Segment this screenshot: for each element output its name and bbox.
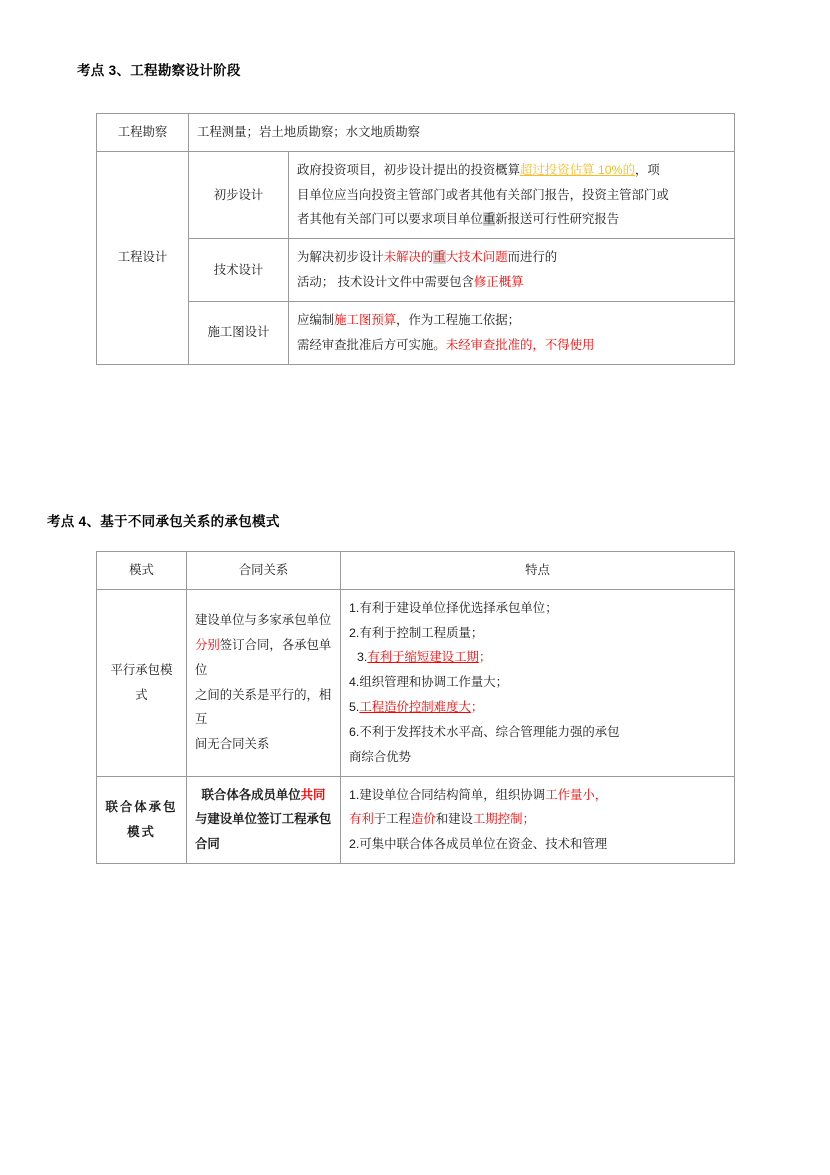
content-line [297,308,726,333]
feature-number: 3. [357,650,368,665]
feature-number: 5. [349,700,360,715]
feature-text: 商综合优势 [349,749,411,764]
cell-technical-content [289,239,735,302]
cell-consortium-mode: 联合体承包模式 [97,776,187,863]
cell-survey-label: 工程勘察 [97,114,189,152]
text-run: 活动； 技术设计文件中需要包含 [297,275,474,290]
content-line [195,633,332,683]
header-features: 特点 [341,552,735,590]
header-contract: 合同关系 [187,552,341,590]
text-run-red: 未经审查批准的，不得使用 [445,337,595,352]
table-row [97,776,735,863]
section-heading-kaodian-3: 考点 3、工程勘察设计阶段 [77,63,241,78]
content-line [349,783,726,808]
content-line [195,783,332,808]
cell-consortium-features [341,776,735,863]
text-run: 新报送可行性研究报告 [495,212,620,227]
content-line: 合同 [195,837,220,852]
text-run: 为解决初步设计 [297,250,384,265]
cell-parallel-mode: 平行承包模式 [97,589,187,776]
content-line: 之间的关系是平行的，相互 [195,687,332,727]
content-line [297,207,726,232]
table-header-row [97,552,735,590]
content-line [297,245,726,270]
feature-item [349,645,726,670]
cell-survey-content: 工程测量；岩土地质勘察；水文地质勘察 [189,114,735,152]
cell-parallel-features [341,589,735,776]
cell-preliminary-content [289,151,735,238]
feature-text-tail: ； [470,700,484,715]
header-mode: 模式 [97,552,187,590]
text-run-red: 施工图预算 [334,312,397,327]
text-run-red: 大技术问题 [445,250,508,265]
highlight-gray-run: 重 [482,212,496,227]
content-line: 目单位应当向投资主管部门或者其他有关部门报告，投资主管部门或 [297,187,669,202]
feature-text: 有利于缩短建设工期 [367,650,479,665]
cell-technical-label: 技术设计 [189,239,289,302]
table-row [97,301,735,364]
text-run-red: 工期控制； [472,812,535,827]
text-run: 应编制 [297,312,335,327]
section-heading-kaodian-4: 考点 4、基于不同承包关系的承包模式 [47,514,280,529]
text-run: 者其他有关部门可以要求项目单位 [297,212,483,227]
text-run: 而进行的 [507,250,558,265]
text-run: ，项 [635,162,660,177]
text-run: 于工程 [373,812,411,827]
cell-parallel-contract [187,589,341,776]
content-line [297,270,726,295]
feature-text: 不利于发挥技术水平高、综合管理能力强的承包 [359,724,620,739]
highlight-gray-run: 重 [433,250,446,265]
text-run: 2. [349,837,360,852]
table-row [97,589,735,776]
feature-item [349,621,726,646]
feature-text: 工程造价控制难度大 [359,700,471,715]
table-row [97,151,735,238]
content-line [349,807,726,832]
text-run-red: 修正概算 [473,275,524,290]
text-run: 和建设 [435,812,473,827]
cell-preliminary-label: 初步设计 [189,151,289,238]
feature-item [349,670,726,695]
cell-consortium-contract [187,776,341,863]
content-line [297,333,726,358]
feature-text: 有利于建设单位择优选择承包单位； [359,600,558,615]
feature-item [349,720,726,745]
table-row [97,114,735,152]
text-run: 政府投资项目，初步设计提出的投资概算 [297,162,521,177]
feature-number: 4. [349,675,360,690]
feature-text: 有利于控制工程质量； [359,625,484,640]
table-row [97,239,735,302]
feature-number: 2. [349,625,360,640]
feature-number: 1. [349,600,360,615]
cell-construction-content [289,301,735,364]
text-run-red: 共同 [300,787,326,802]
text-run-red: 未解决的 [383,250,434,265]
text-run-red: 分别 [195,638,220,653]
text-run: 可集中联合体各成员单位在资金、技术和管理 [359,837,608,852]
content-line: 建设单位与多家承包单位 [195,613,332,628]
text-run-red: 有利 [349,812,374,827]
text-run: 建设单位合同结构简单，组织协调 [359,787,546,802]
content-line [349,832,726,857]
cell-construction-label: 施工图设计 [189,301,289,364]
feature-text-tail: ； [478,650,492,665]
table-contracting-modes [96,551,735,864]
text-run: ，作为工程施工依据； [396,312,521,327]
table-engineering-survey-design [96,113,735,365]
content-line: 间无合同关系 [195,737,270,752]
content-line: 与建设单位签订工程承包 [195,812,332,827]
cell-design-label: 工程设计 [97,151,189,364]
text-run: 联合体各成员单位 [201,787,301,802]
text-run: 1. [349,787,360,802]
feature-number: 6. [349,724,360,739]
text-run-red: 造价 [410,812,436,827]
text-run: 需经审查批准后方可实施。 [297,337,446,352]
feature-text: 组织管理和协调工作量大； [359,675,509,690]
text-run-red: 工作量小， [545,787,608,802]
feature-item [349,695,726,720]
feature-item [349,596,726,621]
feature-item [349,745,726,770]
highlight-orange-run: 超过投资估算 10%的 [520,162,636,177]
text-run: 签订合同，各承包单位 [195,638,332,677]
content-line [297,158,726,183]
